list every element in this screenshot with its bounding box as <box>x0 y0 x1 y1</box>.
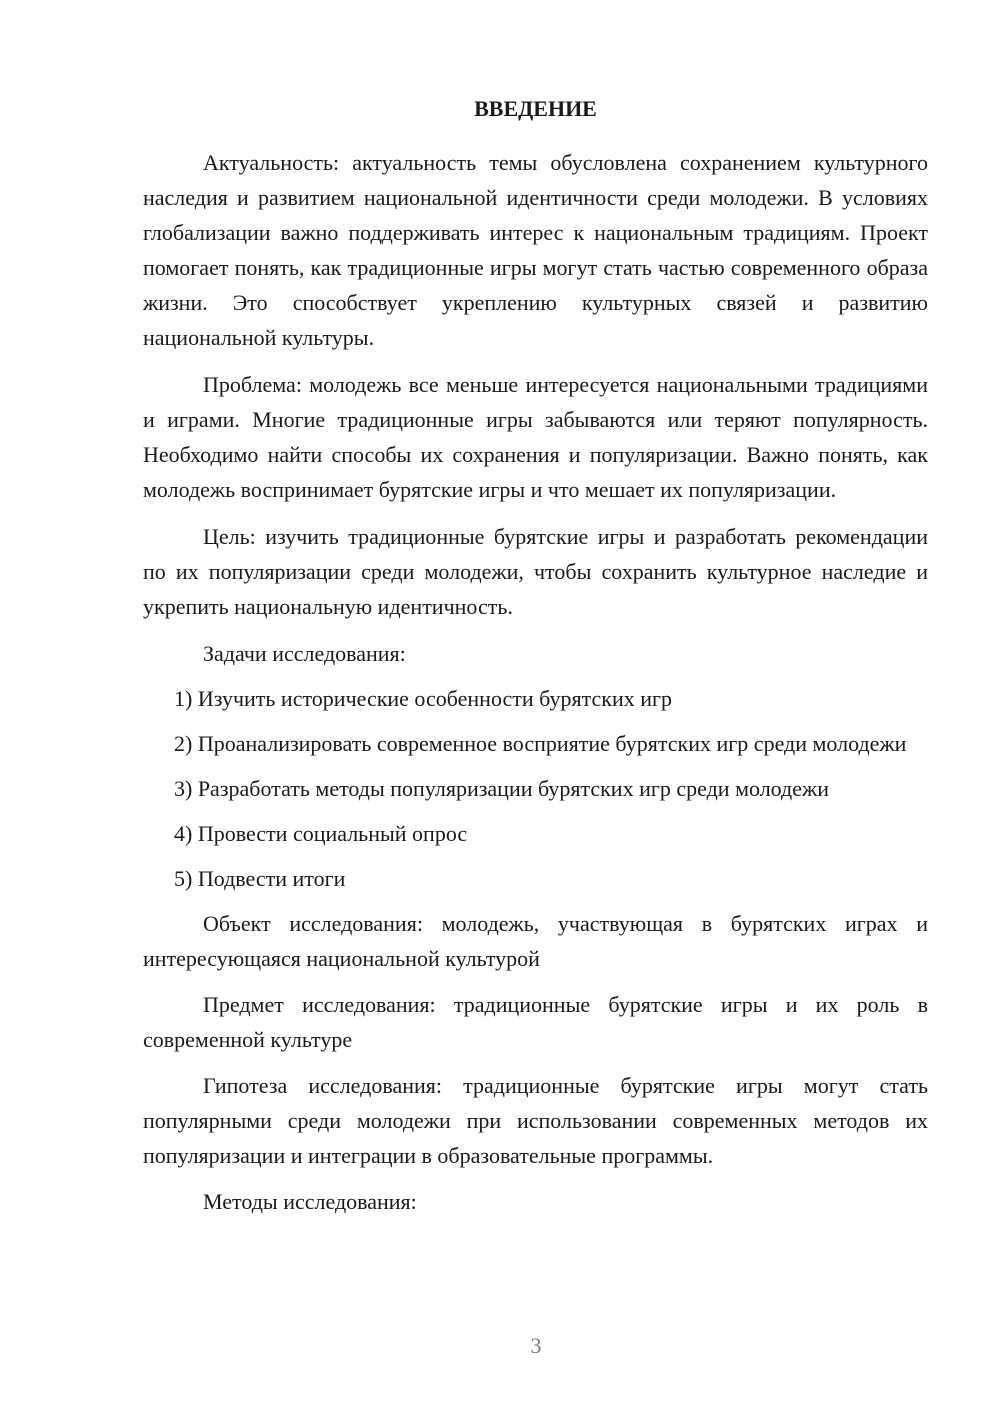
subject-paragraph: Предмет исследования: традиционные бурятские игры и их роль в современной культуре <box>143 992 928 1052</box>
task-item-1: 1) Изучить исторические особенности бурятских игр <box>174 686 673 711</box>
task-item-5: 5) Подвести итоги <box>174 866 346 891</box>
task-item-4: 4) Провести социальный опрос <box>174 821 468 846</box>
relevance-paragraph: Актуальность: актуальность темы обусловлена сохранением культурного наследия и развитием национальной идентичности среди молодежи. В условиях глобализации важно поддерживать интерес к национальным традициям. Проект помогает понять, как традиционные игры могут стать частью современного образа жизни. Это способствует укреплению культурных связей и развитию национальной культуры. <box>143 150 928 350</box>
object-paragraph: Объект исследования: молодежь, участвующая в бурятских играх и интересующаяся национальной культурой <box>143 911 928 971</box>
hypothesis-paragraph: Гипотеза исследования: традиционные бурятские игры могут стать популярными среди молодежи при использовании современных методов их популяризации и интеграции в образовательные программы. <box>143 1073 928 1168</box>
section-heading: ВВЕДЕНИЕ <box>474 96 597 121</box>
tasks-heading: Задачи исследования: <box>203 641 406 666</box>
goal-paragraph: Цель: изучить традиционные бурятские игры и разработать рекомендации по их популяризации среди молодежи, чтобы сохранить культурное наследие и укрепить национальную идентичность. <box>143 524 928 619</box>
page-number: 3 <box>530 1333 542 1358</box>
problem-paragraph: Проблема: молодежь все меньше интересуется национальными традициями и играми. Многие традиционные игры забываются или теряют популярность. Необходимо найти способы их сохранения и популяризации. Важно понять, как молодежь воспринимает бурятские игры и что мешает их популяризации. <box>143 372 928 502</box>
document-page <box>143 92 928 1229</box>
task-item-2: 2) Проанализировать современное восприятие бурятских игр среди молодежи <box>174 731 907 756</box>
methods-heading: Методы исследования: <box>203 1189 417 1214</box>
task-item-3: 3) Разработать методы популяризации бурятских игр среди молодежи <box>174 776 829 801</box>
